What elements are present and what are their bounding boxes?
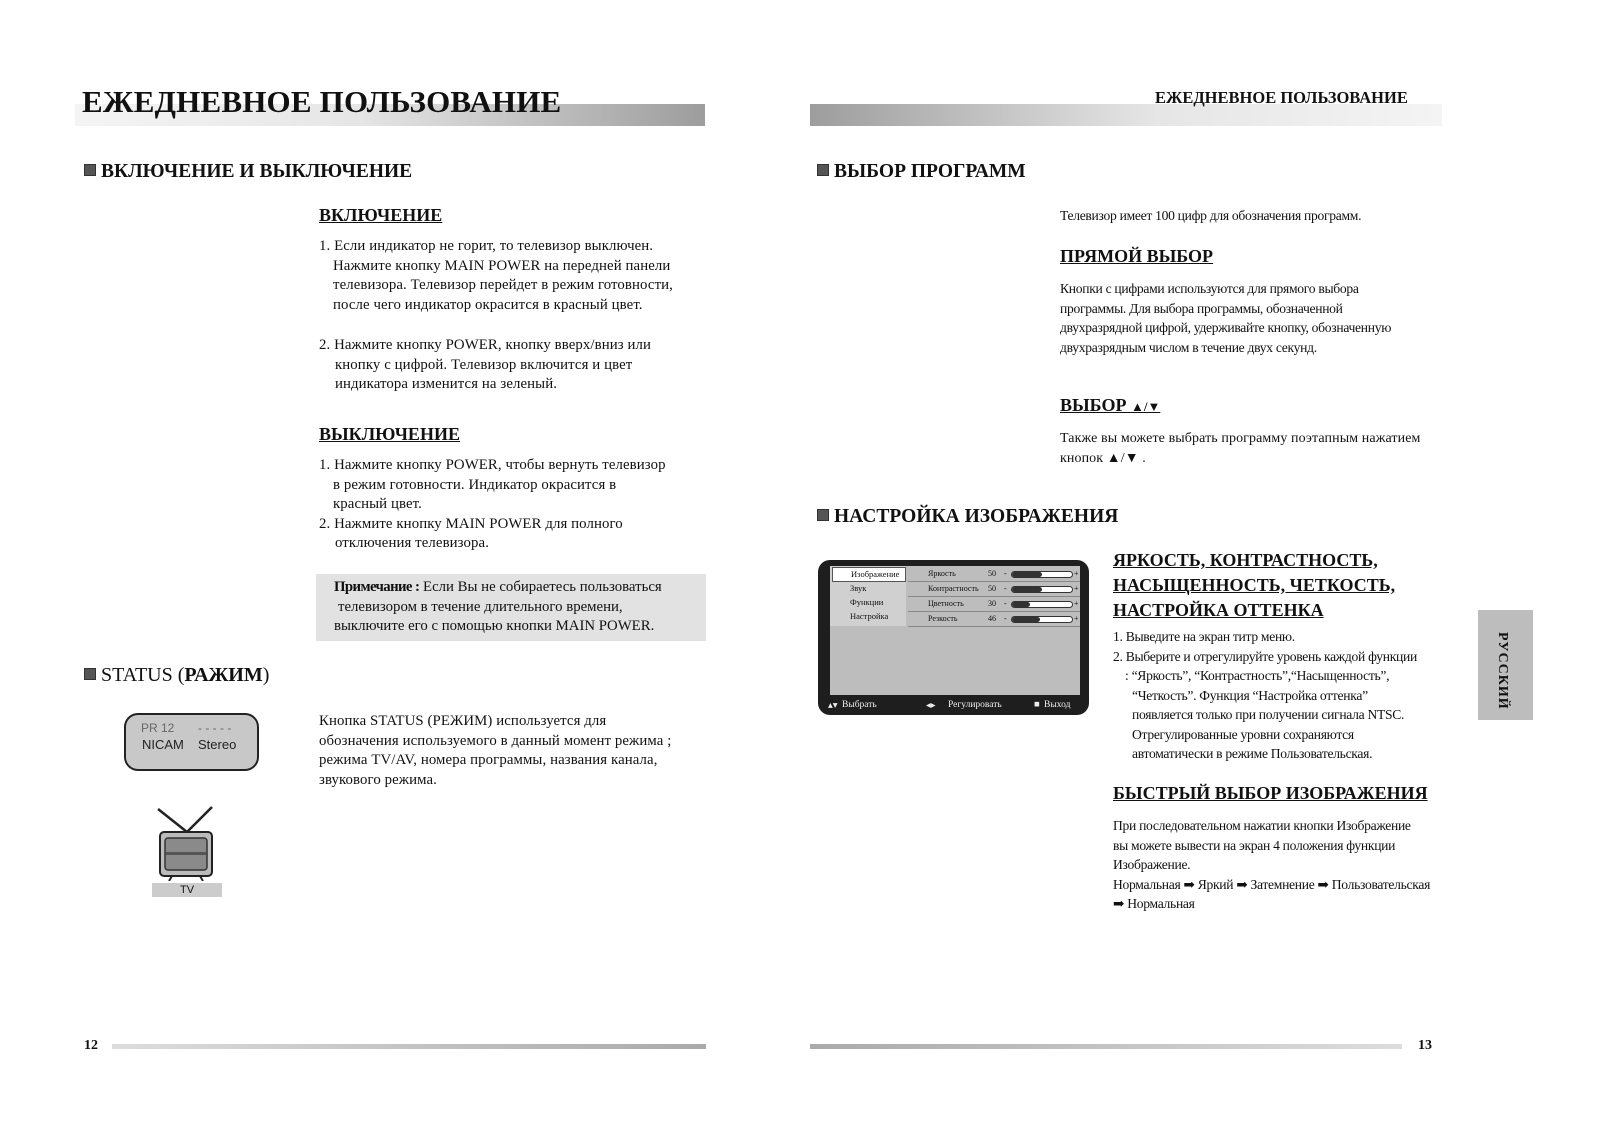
footer-bar-left [112,1044,706,1049]
status-display: PR 12 - - - - - NICAM Stereo [124,713,259,771]
osd-menu: Изображение Звук Функции Настройка Яркость 50 - + Контрастность 50 - + Цветность 30 - + Резкость 46 - + ▴▾ Выбрать ◂▸ Регулировать ■ Выход [818,560,1089,715]
tv-icon [150,805,224,881]
off-steps: 1. Нажмите кнопку POWER, чтобы вернуть телевизор в режим готовности. Индикатор окрасится в красный цвет. 2. Нажмите кнопку MAIN POWER для полного отключения телевизора. [319,457,666,551]
square-bullet-icon [817,164,829,176]
section-status: STATUS (РАЖИМ) [84,664,269,687]
subtitle-updown: ВЫБОР ▲/▼ [1060,395,1161,415]
brightness-text: 1. Выведите на экран титр меню. 2. Выберите и отрегулируйте уровень каждой функции : “Яркость”, “Контрастность”,“Насыщенность”, “Четкость”. Функция “Настройка оттенка” появляется только при получении сигнала NTSC. Отрегулированные уровни сохраняются автоматически в режиме Пользовательская. [1113,629,1417,761]
menu-item-functions: Функции [850,597,884,607]
footer-bar-right [810,1044,1402,1049]
menu-item-setup: Настройка [850,611,889,621]
page-number-right: 13 [1418,1038,1432,1053]
menu-row-contrast: Контрастность 50 - + [908,582,1080,597]
direct-text: Кнопки с цифрами используются для прямого выбора программы. Для выбора программы, обозначенной двухразрядной цифрой, удерживайте кнопку, обозначенную двухразрядным числом в течение двух секунд. [1060,281,1392,355]
subtitle-brightness: ЯРКОСТЬ, КОНТРАСТНОСТЬ, НАСЫЩЕННОСТЬ, ЧЕТКОСТЬ, НАСТРОЙКА ОТТЕНКА [1113,550,1396,620]
menu-row-sharpness: Резкость 46 - + [908,612,1080,627]
on-step-1: 1. Если индикатор не горит, то телевизор выключен. Нажмите кнопку MAIN POWER на передней панели телевизора. Телевизор перейдет в режим готовности, после чего индикатор окрасится в красный цвет. [319,238,673,313]
quick-text: При последовательном нажатии кнопки Изображение вы можете вывести на экран 4 положения функции Изображение. Нормальная ➡ Яркий ➡ Затемнение ➡ Пользовательская ➡ Нормальная [1113,818,1431,911]
running-header: ЕЖЕДНЕВНОЕ ПОЛЬЗОВАНИЕ [1155,88,1408,107]
section-programs: ВЫБОР ПРОГРАММ [817,161,1026,183]
section-picture: НАСТРОЙКА ИЗОБРАЖЕНИЯ [817,506,1118,528]
updown-arrows-icon: ▴▾ [828,701,838,711]
menu-row-color: Цветность 30 - + [908,597,1080,612]
menu-item-sound: Звук [850,583,867,593]
subtitle-quick: БЫСТРЫЙ ВЫБОР ИЗОБРАЖЕНИЯ [1113,783,1428,803]
page-title: ЕЖЕДНЕВНОЕ ПОЛЬЗОВАНИЕ [82,84,562,119]
slider-fill [1012,572,1042,577]
square-bullet-icon [817,509,829,521]
square-bullet-icon [84,668,96,680]
leftright-arrows-icon: ◂▸ [926,701,936,711]
menu-item-picture: Изображение [832,567,906,582]
subtitle-off: ВЫКЛЮЧЕНИЕ [319,424,460,444]
subtitle-on: ВКЛЮЧЕНИЕ [319,205,443,225]
slider-fill [1012,587,1042,592]
page-number-left: 12 [84,1038,98,1053]
language-tab: РУССКИЙ [1478,610,1533,720]
subtitle-direct: ПРЯМОЙ ВЫБОР [1060,246,1214,266]
section-power: ВКЛЮЧЕНИЕ И ВЫКЛЮЧЕНИЕ [84,161,412,183]
updown-text: Также вы можете выбрать программу поэтапным нажатием кнопок ▲/▼ . [1060,431,1421,466]
tv-label: TV [152,883,222,897]
osd-menu-panel [830,566,1080,695]
prog-intro: Телевизор имеет 100 цифр для обозначения программ. [1060,208,1362,223]
slider-fill [1012,602,1030,607]
slider-fill [1012,617,1040,622]
on-step-2: 2. Нажмите кнопку POWER, кнопку вверх/вниз или кнопку с цифрой. Телевизор включится и цвет индикатора изменится на зеленый. [319,337,652,392]
square-bullet-icon [84,164,96,176]
status-text: Кнопка STATUS (РЕЖИМ) используется для обозначения используемого в данный момент режима ; режима TV/AV, номера программы, названия канала, звукового режима. [319,713,672,788]
osd-menu-categories [830,566,906,626]
menu-row-brightness: Яркость 50 - + [908,567,1080,582]
stop-icon: ■ [1034,700,1040,710]
note-text: Примечание : Если Вы не собираетесь пользоваться телевизором в течение длительного времени, выключите его с помощью кнопки MAIN POWER. [334,579,662,634]
